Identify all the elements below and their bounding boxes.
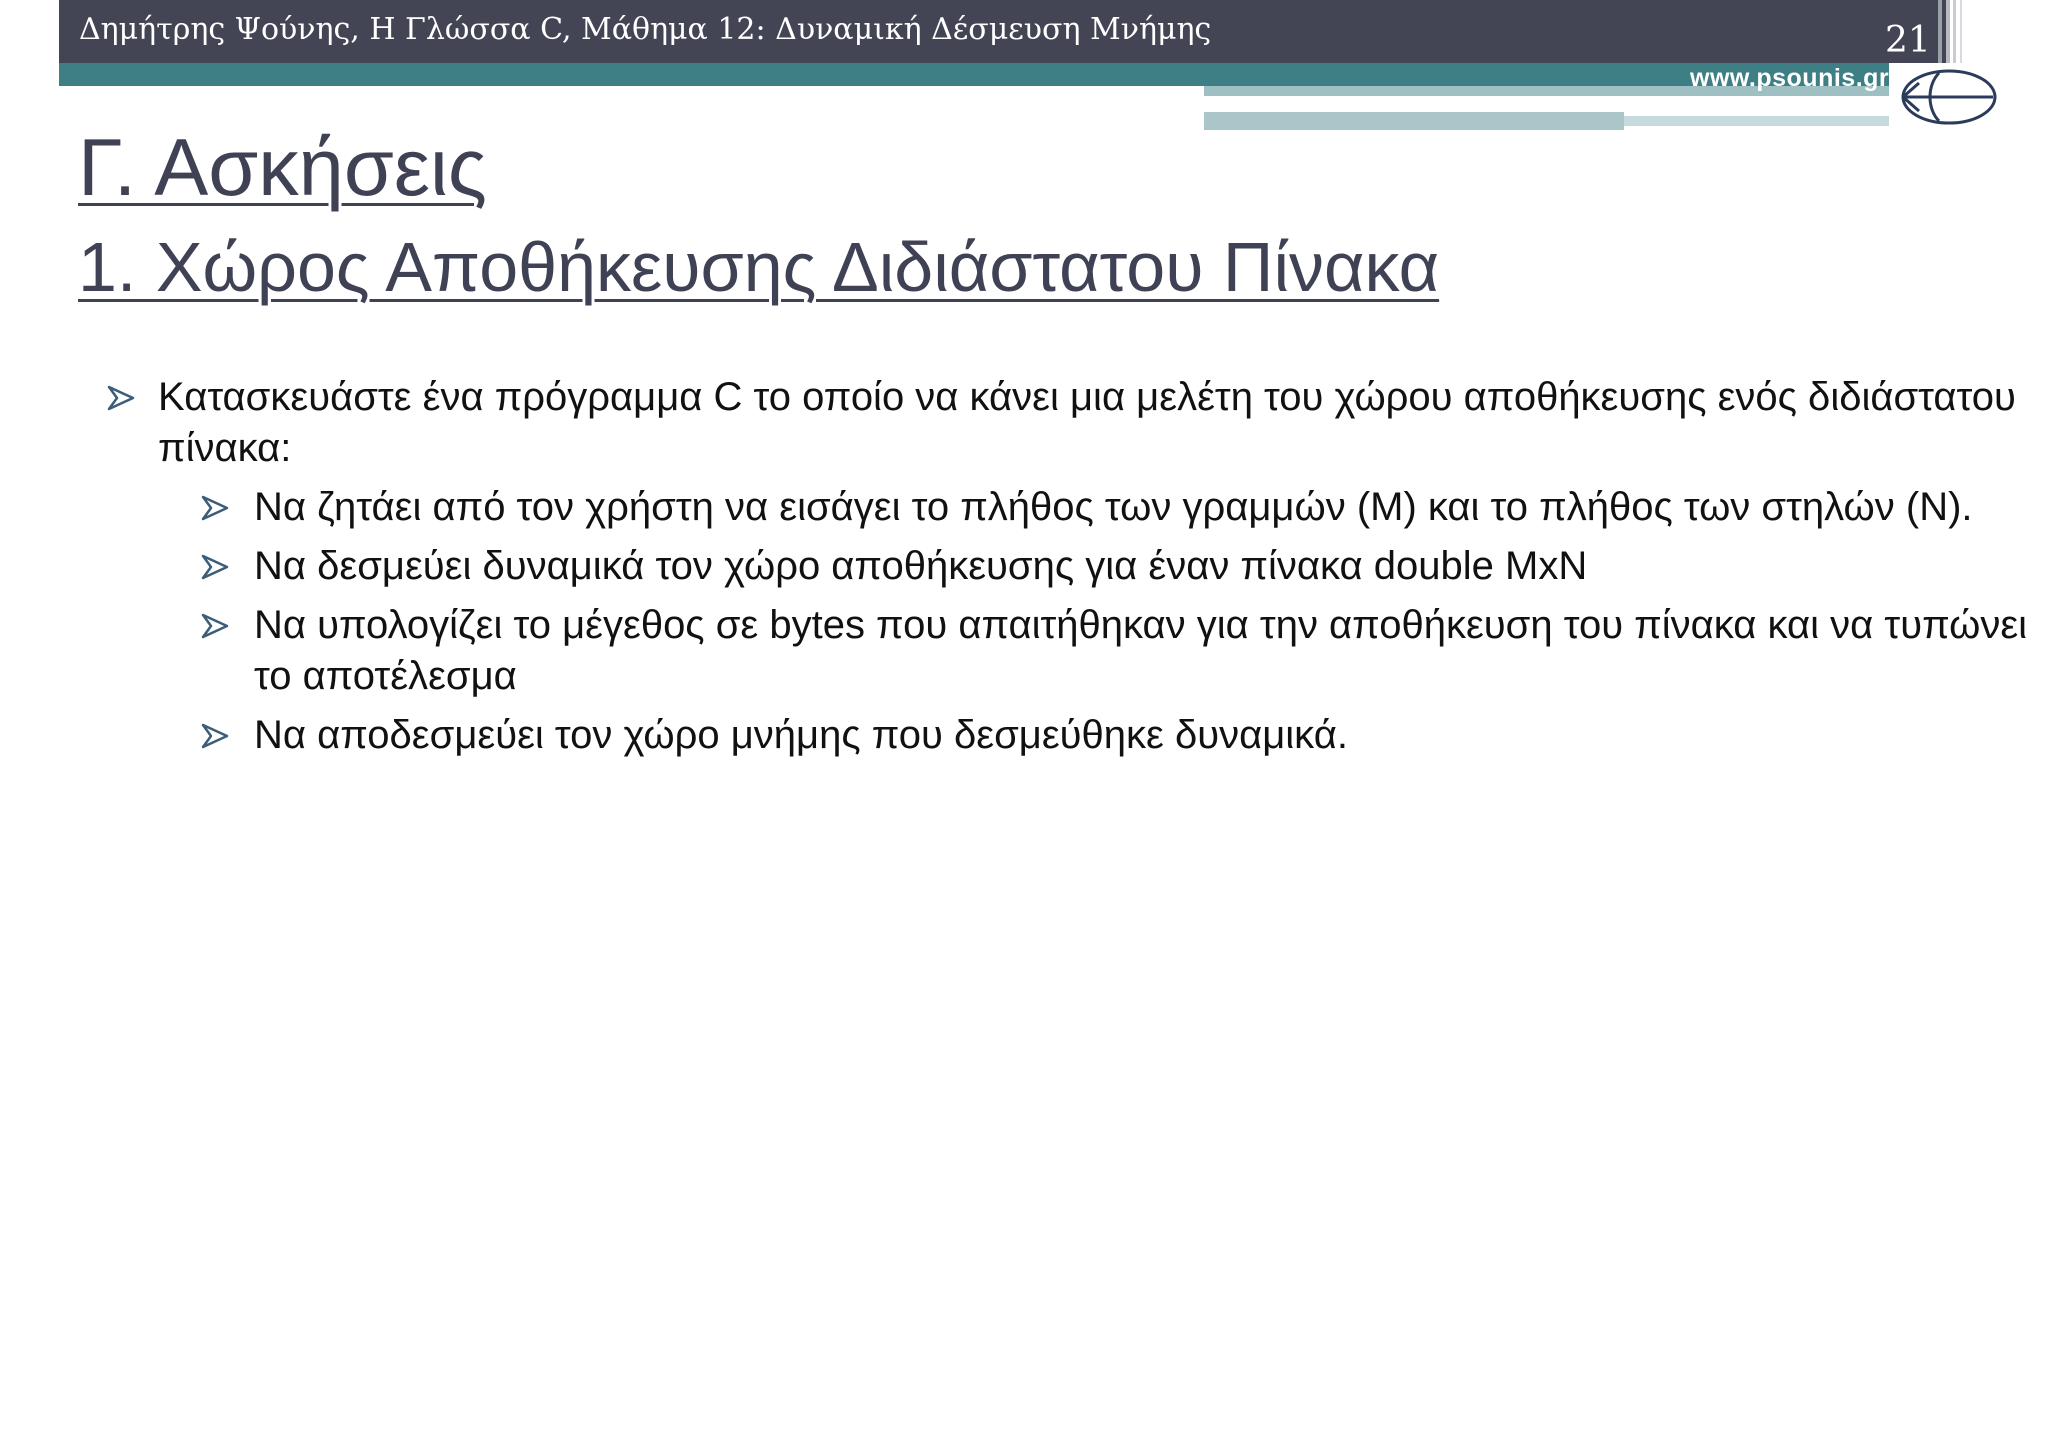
website-link[interactable]: www.psounis.gr [1690,64,1890,92]
arrow-bullet-icon [106,384,136,412]
sub-bullet-text: Να υπολογίζει το μέγεθος σε bytes που απαιτήθηκαν για την αποθήκευση του πίνακα και να τυπώνει το αποτέλεσμα [254,603,2028,698]
sub-bullet-text: Να ζητάει από τον χρήστη να εισάγει το πλήθος των γραμμών (M) και το πλήθος των στηλών (N). [254,485,1973,529]
arrow-bullet-icon [200,553,230,581]
sub-bullet-item [196,600,2034,702]
sub-bullet-text: Να αποδεσμεύει τον χώρο μνήμης που δεσμεύθηκε δυναμικά. [254,713,1348,757]
bullet-list [100,372,2028,761]
sub-bullet-item [196,541,2034,592]
header-stripe [59,63,1889,86]
bullet-text: Κατασκευάστε ένα πρόγραμμα C το οποίο να κάνει μια μελέτη του χώρου αποθήκευσης ενός διδιάστατου πίνακα: [158,375,2016,470]
course-title: Δημήτρης Ψούνης, Η Γλώσσα C, Μάθημα 12: Δυναμική Δέσμευση Μνήμης [79,12,1212,47]
decorative-bars-icon [1938,0,1998,66]
arrow-bullet-icon [200,494,230,522]
sub-bullet-item [196,482,2034,533]
sub-bullet-text: Να δεσμεύει δυναμικά τον χώρο αποθήκευσης για έναν πίνακα double MxN [254,544,1588,588]
header-stripe-light [1624,116,1889,126]
arrow-bullet-icon [200,612,230,640]
bullet-item [100,372,2028,474]
logo-container [1889,63,1999,135]
arrow-bullet-icon [200,722,230,750]
slide-number: 21 [1885,20,1931,61]
header-stripe-light [1204,112,1624,130]
slide-title: Γ. Ασκήσεις [78,123,487,213]
slide-subtitle: 1. Χώρος Αποθήκευσης Διδιάστατου Πίνακα [78,228,1440,306]
sub-bullet-item [196,710,2034,761]
psounis-logo-icon [1889,63,1999,135]
